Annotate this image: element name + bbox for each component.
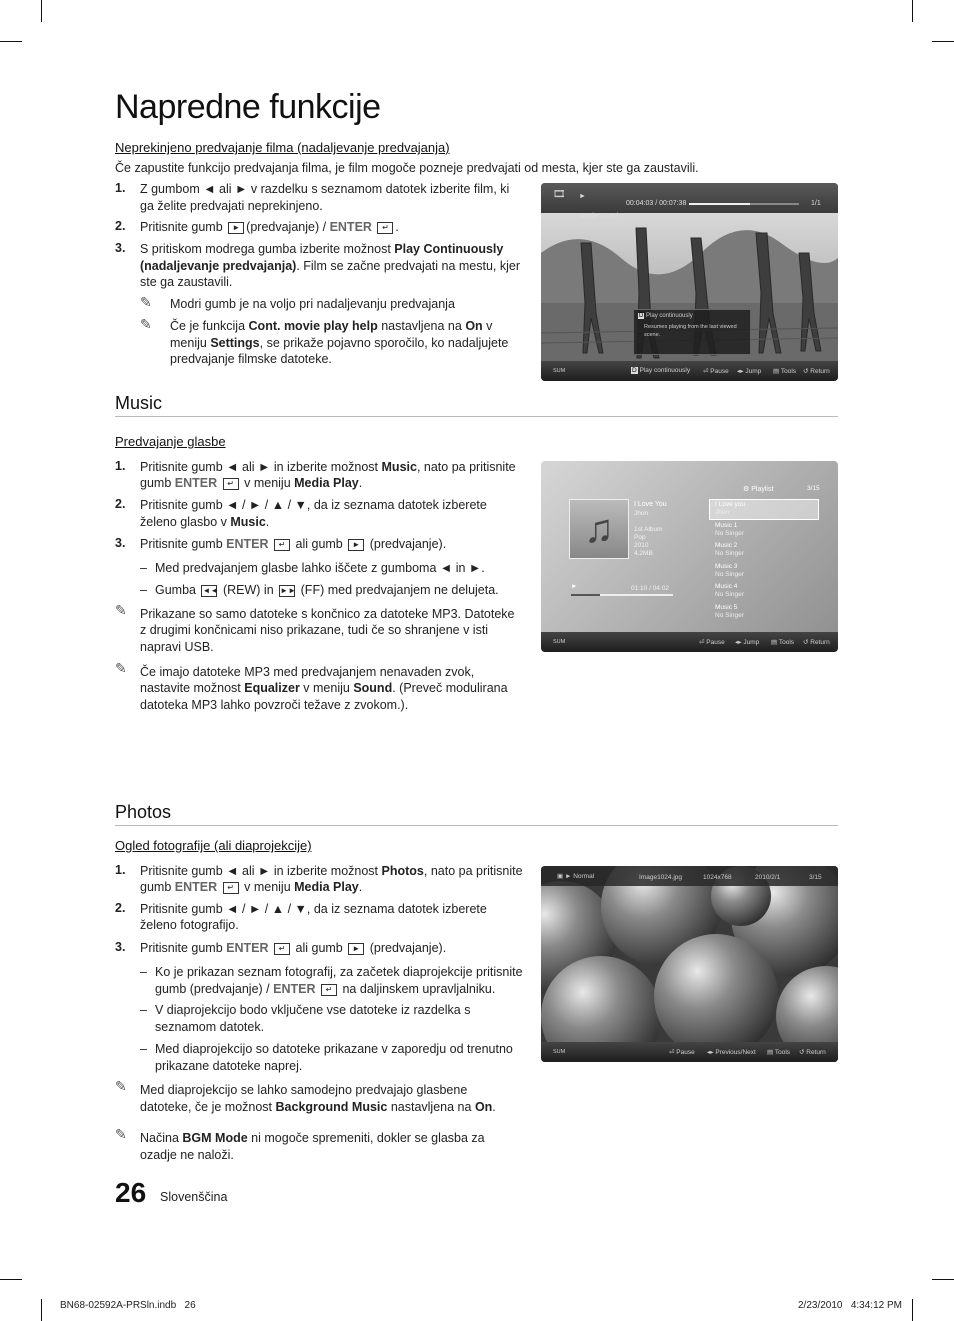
- jump-button[interactable]: ◂▸ Jump: [735, 639, 760, 646]
- step-number: 2.: [115, 219, 126, 233]
- file-name: Movie 01.avi: [579, 213, 619, 220]
- resume-popup: [633, 309, 751, 355]
- playlist-count: 3/15: [807, 485, 820, 492]
- dash-text: prikazane datoteke naprej.: [155, 1059, 303, 1073]
- page-count: 1/1: [811, 200, 821, 207]
- step-text: želeno glasbo v Music.: [140, 515, 270, 529]
- photo-date: 2010/2/1: [755, 874, 781, 881]
- playlist-item-title[interactable]: Music 5: [715, 603, 738, 611]
- note-text: Če je funkcija Cont. movie play help nastavljena na On v: [170, 319, 493, 333]
- play-state-icon: ►: [571, 583, 578, 590]
- file-name: Image1024.jpg: [639, 874, 683, 881]
- section-subtitle: Neprekinjeno predvajanje filma (nadaljevanje predvajanja): [115, 140, 450, 155]
- note-text: meniju Settings, se prikaže pojavno sporočilo, ko nadaljujete: [170, 336, 509, 350]
- step-text: Pritisnite gumb ◄ ali ► in izberite možnost Photos, nato pa pritisnite: [140, 864, 523, 878]
- note-icon: ✎: [115, 660, 127, 676]
- playlist-item-artist: Jhon: [715, 509, 730, 516]
- tools-button[interactable]: ▤ Tools: [771, 639, 795, 646]
- enter-icon: ↵: [274, 539, 290, 551]
- intro-text: Če zapustite funkcijo predvajanja filma, je film mogoče pozneje predvajati od mesta, kjer ste ga zaustavili.: [115, 161, 699, 175]
- movie-icon: 🎞: [553, 189, 566, 200]
- music-note-icon: ♫: [584, 507, 614, 551]
- playlist-item-artist: No Singer: [715, 529, 744, 537]
- popup-text: Resumes playing from the last viewed: [644, 324, 737, 330]
- note-icon: ✎: [115, 602, 127, 618]
- sum-label: SUM: [553, 1049, 566, 1055]
- photo-mode-icon: ▣ ► Normal: [557, 873, 595, 880]
- playlist-item-artist: No Singer: [715, 570, 744, 578]
- play-button-icon: ►: [348, 943, 364, 955]
- playlist-label: ⚙ Playlist: [743, 486, 774, 493]
- album-art: [569, 499, 629, 559]
- note-text: napravi USB.: [140, 640, 214, 654]
- sum-label: SUM: [553, 368, 566, 374]
- popup-title: D Play continuously: [639, 313, 693, 319]
- dash-text: Med predvajanjem glasbe lahko iščete z gumboma ◄ in ►.: [155, 561, 485, 575]
- song-artist: Jhon: [634, 510, 649, 517]
- enter-icon: ↵: [377, 222, 393, 234]
- note-icon: ✎: [115, 1126, 127, 1142]
- note-text: predvajanje filmske datoteke.: [170, 352, 332, 366]
- playlist-item-artist: No Singer: [715, 611, 744, 619]
- pause-button[interactable]: ⏎ Pause: [703, 368, 729, 375]
- step-text: gumb ENTER ↵ v meniju Media Play.: [140, 880, 363, 894]
- dash-text: Gumba ◄◄ (REW) in ►► (FF) med predvajanjem ne delujeta.: [155, 583, 499, 597]
- apples-photo: [541, 866, 838, 1062]
- sum-label: SUM: [553, 639, 566, 645]
- enter-icon: ↵: [321, 984, 337, 996]
- note-text: Modri gumb je na voljo pri nadaljevanju predvajanja: [170, 297, 455, 311]
- playlist-item-title[interactable]: Music 1: [715, 521, 738, 529]
- tools-button[interactable]: ▤ Tools: [773, 368, 797, 375]
- step-number: 2.: [115, 901, 126, 915]
- note-icon: ✎: [140, 294, 152, 310]
- note-text: datoteke, če je možnost Background Music nastavljena na On.: [140, 1100, 496, 1114]
- language-label: Slovenščina: [160, 1190, 228, 1204]
- step-text: želeno fotografijo.: [140, 918, 239, 932]
- crop-mark: [0, 41, 22, 42]
- print-date: 2/23/2010 4:34:12 PM: [798, 1300, 902, 1311]
- step-text: ste ga zaustavili.: [140, 275, 233, 289]
- dash-text: V diaprojekcijo bodo vključene vse datoteke iz razdelka s: [155, 1003, 471, 1017]
- pause-button[interactable]: ⏎ Pause: [699, 639, 725, 646]
- crop-mark: [41, 0, 42, 22]
- step-number: 1.: [115, 863, 126, 877]
- music-screenshot: [541, 461, 838, 652]
- song-year: 2010: [634, 542, 649, 549]
- progress-bar: [689, 203, 799, 205]
- song-album: 1st Album: [634, 526, 663, 533]
- step-text: Pritisnite gumb ◄ / ► / ▲ / ▼, da iz seznama datotek izberete: [140, 498, 487, 512]
- step-text: Pritisnite gumb ► (predvajanje) / ENTER ↵ .: [140, 220, 399, 234]
- photo-screenshot: [541, 866, 838, 1062]
- step-text: (nadaljevanje predvajanja). Film se začne predvajati na mestu, kjer: [140, 259, 521, 273]
- jump-button[interactable]: ◂▸ Jump: [737, 368, 762, 375]
- resolution: 1024x768: [703, 874, 732, 881]
- play-state-icon: ►: [579, 193, 586, 200]
- rew-icon: ◄◄: [202, 585, 219, 595]
- play-button-icon: ►: [348, 539, 364, 551]
- playlist-item-title[interactable]: Music 3: [715, 562, 738, 570]
- note-text: nastavite možnost Equalizer v meniju Sound. (Preveč modulirana: [140, 681, 508, 695]
- dash-text: Med diaprojekcijo so datoteke prikazane v zaporedju od trenutno: [155, 1042, 513, 1056]
- step-text: Z gumbom ◄ ali ► v razdelku s seznamom datotek izberite film, ki: [140, 182, 510, 196]
- step-number: 1.: [115, 181, 126, 195]
- song-size: 4.2MB: [634, 550, 653, 557]
- section-subtitle: Predvajanje glasbe: [115, 434, 226, 449]
- popup-text: scene.: [644, 332, 661, 338]
- note-text: Prikazane so samo datoteke s končnico za datoteke MP3. Datoteke: [140, 607, 515, 621]
- ff-icon: ►►: [280, 585, 296, 595]
- playlist-item-title[interactable]: I Love you: [715, 501, 745, 508]
- section-heading: Photos: [115, 802, 172, 822]
- return-button[interactable]: ↺ Return: [803, 368, 830, 375]
- crop-mark: [0, 1279, 22, 1280]
- play-continuously-button[interactable]: D Play continuously: [632, 367, 691, 374]
- step-text: Pritisnite gumb ◄ ali ► in izberite možnost Music, nato pa pritisnite: [140, 460, 516, 474]
- step-number: 3.: [115, 536, 126, 550]
- dash-text: Ko je prikazan seznam fotografij, za začetek diaprojekcije pritisnite: [155, 965, 523, 979]
- movie-screenshot: [541, 183, 838, 381]
- playlist-item-title[interactable]: Music 2: [715, 542, 738, 549]
- crop-mark: [41, 1299, 42, 1321]
- note-icon: ✎: [140, 316, 152, 332]
- enter-icon: ↵: [223, 882, 239, 894]
- step-number: 3.: [115, 241, 126, 255]
- dash: –: [140, 965, 147, 979]
- step-text: Pritisnite gumb ENTER ↵ ali gumb ► (predvajanje).: [140, 537, 447, 551]
- note-text: Če imajo datoteke MP3 med predvajanjem nenavaden zvok,: [140, 665, 475, 679]
- note-text: Načina BGM Mode ni mogoče spremeniti, dokler se glasba za: [140, 1131, 485, 1145]
- step-text: ga želite predvajati neprekinjeno.: [140, 199, 323, 213]
- page-title: Napredne funkcije: [115, 88, 381, 126]
- playlist-item-artist: No Singer: [715, 550, 744, 557]
- enter-icon: ↵: [274, 943, 290, 955]
- photo-count: 3/15: [809, 874, 822, 881]
- play-time: 00:04:03 / 00:07:38: [626, 200, 687, 207]
- divider: [115, 416, 838, 417]
- enter-icon: ↵: [223, 478, 239, 490]
- tools-button[interactable]: ▤ Tools: [767, 1049, 791, 1056]
- note-text: ozadje ne naloži.: [140, 1148, 234, 1162]
- playlist-item-artist: No Singer: [715, 591, 744, 598]
- return-button[interactable]: ↺ Return: [803, 639, 830, 646]
- page-number: 26: [115, 1177, 147, 1208]
- note-icon: ✎: [115, 1078, 127, 1094]
- step-text: Pritisnite gumb ENTER ↵ ali gumb ► (predvajanje).: [140, 941, 447, 955]
- dash: –: [140, 1003, 147, 1017]
- playlist-item-title[interactable]: Music 4: [715, 583, 738, 590]
- dash: –: [140, 561, 147, 575]
- progress-bar: [571, 594, 673, 596]
- step-number: 3.: [115, 940, 126, 954]
- previous-next-button[interactable]: ◂▸ Previous/Next: [707, 1049, 756, 1056]
- crop-mark: [932, 41, 954, 42]
- step-text: S pritiskom modrega gumba izberite možnost Play Continuously: [140, 242, 504, 256]
- dash: –: [140, 583, 147, 597]
- play-button-icon: ►: [228, 222, 244, 234]
- step-text: gumb ENTER ↵ v meniju Media Play.: [140, 476, 363, 490]
- play-time: 01:10 / 04:02: [631, 585, 669, 592]
- dash-text: seznamom datotek.: [155, 1020, 265, 1034]
- dash-text: gumb (predvajanje) / ENTER ↵ na daljinskem upravljalniku.: [155, 982, 496, 996]
- return-button[interactable]: ↺ Return: [799, 1049, 826, 1056]
- divider: [115, 825, 838, 826]
- pause-button[interactable]: ⏎ Pause: [669, 1049, 695, 1056]
- note-text: Med diaprojekcijo se lahko samodejno predvajajo glasbene: [140, 1083, 468, 1097]
- section-heading: Music: [115, 393, 163, 413]
- crop-mark: [912, 0, 913, 22]
- step-text: Pritisnite gumb ◄ / ► / ▲ / ▼, da iz seznama datotek izberete: [140, 902, 487, 916]
- song-genre: Pop: [634, 534, 646, 541]
- section-subtitle: Ogled fotografije (ali diaprojekcije): [115, 838, 312, 853]
- step-number: 2.: [115, 497, 126, 511]
- step-number: 1.: [115, 459, 126, 473]
- crop-mark: [912, 1299, 913, 1321]
- note-text: datoteka MP3 lahko povzroči težave z zvokom.).: [140, 698, 409, 712]
- note-text: z drugimi končnicami niso prikazane, tudi če so shranjene v isti: [140, 623, 489, 637]
- dash: –: [140, 1042, 147, 1056]
- song-title: I Love You: [634, 501, 667, 508]
- crop-mark: [932, 1279, 954, 1280]
- print-file: BN68-02592A-PRSln.indb 26: [60, 1300, 196, 1311]
